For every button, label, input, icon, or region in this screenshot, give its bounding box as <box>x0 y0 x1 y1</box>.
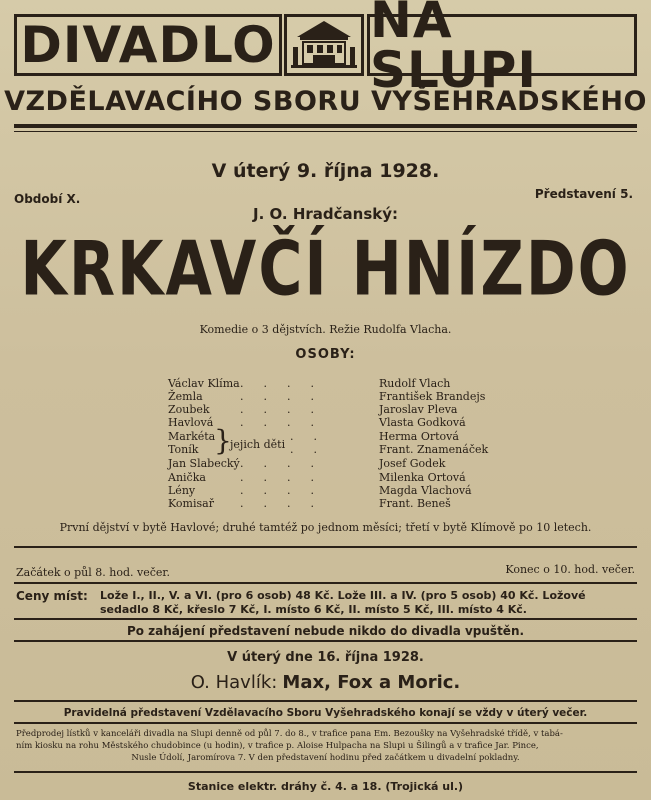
divider <box>14 640 637 642</box>
setting-note: První dějství v bytě Havlové; druhé tamtéž po jednom měsíci; třetí v bytě Klímově po 10 letech. <box>59 521 592 534</box>
divider <box>14 618 637 620</box>
children-note: jejich děti <box>230 438 286 451</box>
theatre-building-icon <box>284 14 364 76</box>
cast-list <box>0 377 651 517</box>
title-right: NA SLUPI <box>370 0 537 99</box>
regular-note: Pravidelná představení Vzdělavacího Sboru Vyšehradského konají se vždy v úterý večer. <box>63 707 588 719</box>
no-entry-notice: Po zahájení představení nebude nikdo do divadla vpuštěn. <box>126 624 525 638</box>
cast-row: Toník .. Frant. Znamenáček <box>168 443 489 456</box>
cast-row: Jan Slabecký .... Josef Godek <box>168 457 446 470</box>
divider <box>14 700 637 702</box>
cast-heading: OSOBY: <box>295 347 356 362</box>
prices-line-1: Lože I., II., V. a VI. (pro 6 osob) 48 Kč. Lože III. a IV. (pro 5 osob) 40 Kč. Ložové <box>100 589 586 602</box>
divider <box>14 131 637 132</box>
cast-row: Žemla .... František Brandejs <box>168 390 486 403</box>
start-time: Začátek o půl 8. hod. večer. <box>16 566 170 579</box>
performance-number: Představení 5. <box>534 187 633 201</box>
next-title: Max, Fox a Moric. <box>282 672 461 693</box>
play-title: KRKAVČÍ HNÍZDO <box>20 225 631 314</box>
divider <box>14 124 637 128</box>
cast-row: Zoubek .... Jaroslav Pleva <box>168 403 458 416</box>
prices-line-2: sedadlo 8 Kč, křeslo 7 Kč, I. místo 6 Kč, II. místo 5 Kč, III. místo 4 Kč. <box>100 603 527 616</box>
cast-row: Anička .... Milenka Ortová <box>168 471 466 484</box>
next-date: V úterý dne 16. října 1928. <box>227 650 424 665</box>
divider <box>14 582 637 584</box>
presale-info: Předprodej lístků v kanceláři divadla na Slupi denně od půl 7. do 8., v trafice pana Em. Bezoušky na Vyšehradské třídě, v tabá- ním kiosku na rohu Městského chudobince (u hodin), v trafice p. Aloise Hulpacha na Slupi u Šilingů a v trafice Jar. Pince, Nusle Údolí, Jaromírova 7. V den představení hodinu před začátkem u divadelní pokladny. <box>16 729 563 763</box>
title-left-box <box>14 14 282 76</box>
brace: } <box>214 424 232 457</box>
title-right-box <box>367 0 637 99</box>
period: Období X. <box>14 192 81 206</box>
cast-row: Lény .... Magda Vlachová <box>168 484 472 497</box>
tram-stop: Stanice elektr. dráhy č. 4. a 18. (Trojická ul.) <box>187 780 464 793</box>
end-time: Konec o 10. hod. večer. <box>505 563 635 576</box>
cast-row: Komisař .... Frant. Beneš <box>168 497 451 510</box>
date-line: V úterý 9. října 1928. <box>211 160 440 182</box>
divider <box>14 546 637 548</box>
author: J. O. Hradčanský: <box>252 205 399 223</box>
next-play <box>0 672 651 693</box>
next-author: O. Havlík: <box>190 672 278 693</box>
cast-row: Václav Klíma .... Rudolf Vlach <box>168 377 451 390</box>
cast-row: Markéta .. Herma Ortová <box>168 430 459 443</box>
title-left: DIVADLO <box>20 16 276 74</box>
subtitle: VZDĚLAVACÍHO SBORU VYŠEHRADSKÉHO <box>4 86 647 117</box>
play-subtitle: Komedie o 3 dějstvích. Režie Rudolfa Vlacha. <box>199 323 452 336</box>
cast-row: Havlová .... Vlasta Godková <box>168 416 466 429</box>
divider <box>14 722 637 724</box>
divider <box>14 771 637 773</box>
prices-label: Ceny míst: <box>16 589 88 603</box>
